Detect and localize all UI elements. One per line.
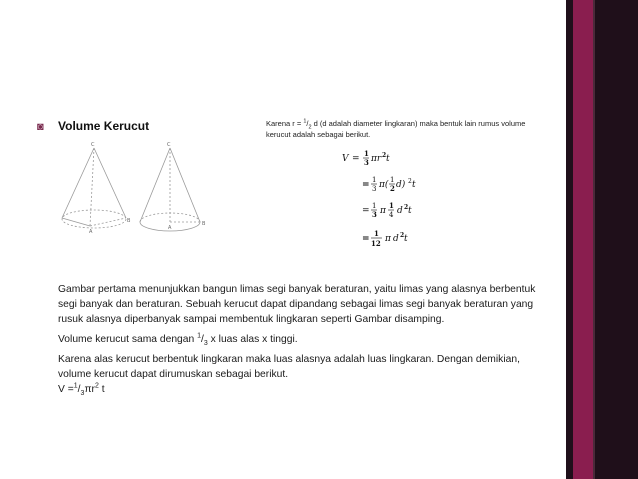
svg-text:πr: πr	[371, 154, 382, 164]
formula-note: Karena $r = ^1/_2$ d (d adalah diameter lingkaran) maka bentuk lain rumus volume kerucut adalah sebagai berikut.	[266, 118, 526, 139]
cone-figure	[140, 148, 200, 231]
svg-text:d: d	[397, 206, 403, 216]
label-base-edge-1: B	[127, 218, 131, 224]
svg-text:d: d	[393, 234, 399, 244]
label-base-center-2: A	[168, 225, 172, 231]
svg-text:3: 3	[372, 210, 377, 219]
formula-line-4	[362, 229, 408, 248]
paragraph-pyramid-explanation: Gambar pertama menunjukkan bangun limas segi banyak beraturan, yaitu limas yang alasnya berbentuk segi banyak dan beraturan. Sebuah kerucut dapat dipandang sebagai limas segi banyak beraturan yang rusuk alasnya diperbanyak sampai membentuk lingkaran seperti Gambar disamping.	[58, 284, 536, 325]
paragraph-formula: V =	[58, 384, 74, 395]
sidebar-edge-line	[593, 0, 595, 479]
sidebar-accent-stripe	[573, 0, 593, 479]
formula-line-3	[362, 201, 412, 219]
svg-text:=: =	[362, 234, 370, 244]
svg-text:3: 3	[372, 185, 377, 193]
svg-text:t: t	[386, 154, 390, 164]
svg-text:1: 1	[389, 201, 394, 210]
pyramid-figure	[62, 148, 126, 228]
label-apex-1: C	[91, 142, 95, 148]
svg-text:=: =	[362, 180, 370, 190]
cone-figures	[60, 138, 220, 253]
svg-text:1: 1	[364, 149, 369, 158]
svg-text:12: 12	[371, 239, 381, 248]
svg-text:t: t	[408, 206, 412, 216]
formula-derivation	[338, 145, 448, 255]
svg-text:3: 3	[364, 158, 369, 167]
label-base-edge-2: B	[202, 221, 206, 227]
svg-text:t: t	[412, 180, 416, 190]
formula-line-2	[362, 176, 416, 193]
svg-text:V: V	[342, 154, 349, 164]
svg-text:t: t	[404, 234, 408, 244]
label-base-center-1: A	[89, 229, 93, 235]
label-apex-2: C	[167, 142, 171, 148]
svg-text:1: 1	[372, 176, 377, 184]
svg-text:1: 1	[390, 176, 395, 184]
svg-text:=: =	[352, 154, 360, 164]
svg-text:π: π	[385, 234, 391, 244]
svg-text:=: =	[362, 206, 370, 216]
svg-text:1: 1	[374, 229, 379, 238]
formula-line-1	[342, 149, 390, 167]
svg-text:π(: π(	[379, 180, 389, 190]
svg-text:2: 2	[382, 152, 387, 159]
svg-text:π: π	[380, 206, 386, 216]
paragraph-circle-base: Karena alas kerucut berbentuk lingkaran maka luas alasnya adalah luas lingkaran. Dengan demikian, volume kerucut dapat dirumuskan sebagai berikut. $V =^1/_3\pi r^2$ t	[58, 354, 520, 398]
svg-text:2: 2	[390, 184, 395, 193]
paragraph-volume-rule: Volume kerucut sama dengan $^1/_3$ x luas alas x tinggi.	[58, 332, 298, 348]
svg-text:4: 4	[389, 211, 394, 219]
svg-text:d): d)	[396, 180, 406, 190]
svg-text:2: 2	[408, 178, 412, 185]
svg-text:1: 1	[372, 202, 377, 210]
slide-heading: Volume Kerucut	[58, 119, 150, 133]
bullet-icon: ◙	[37, 121, 44, 133]
slide-body	[58, 282, 538, 402]
svg-text:2: 2	[400, 232, 405, 239]
svg-text:2: 2	[404, 204, 409, 211]
